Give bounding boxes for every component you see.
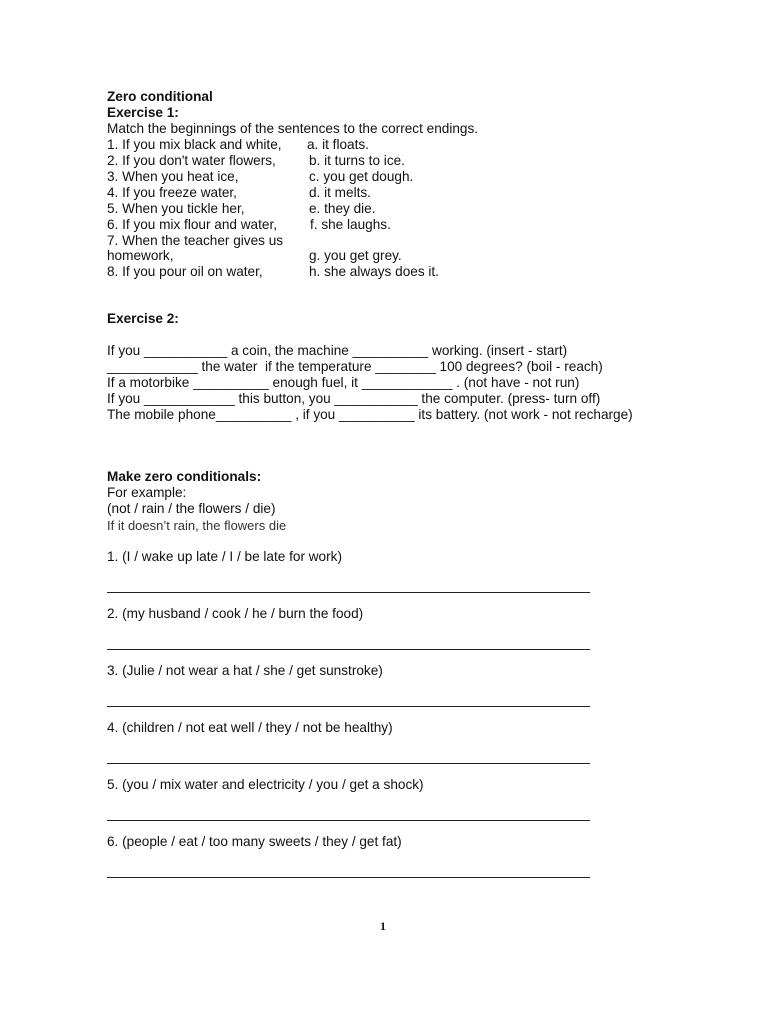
match-left: 3. When you heat ice, [107,169,239,184]
exercise-1-instruction: Match the beginnings of the sentences to the correct endings. [107,121,479,136]
fill-in-sentence: ____________ the water if the temperature ________ 100 degrees? (boil - reach) [107,359,603,374]
list-item: 1. (I / wake up late / I / be late for work) [107,549,342,564]
example-label: For example: [107,485,187,500]
list-item: 6. (people / eat / too many sweets / they / get fat) [107,834,402,849]
match-right: f. she laughs. [310,217,391,232]
match-right: e. they die. [309,201,376,216]
match-left: 7. When the teacher gives us [107,233,284,248]
fill-in-sentence: If you ____________ this button, you ___________ the computer. (press- turn off) [107,391,601,406]
fill-in-sentence: If you ___________ a coin, the machine __________ working. (insert - start) [107,343,568,358]
example-answer: If it doesn’t rain, the flowers die [107,518,287,533]
match-right: c. you get dough. [309,169,414,184]
exercise-1-heading: Exercise 1: [107,105,179,120]
answer-line[interactable] [107,649,590,650]
match-left: homework, [107,248,174,263]
match-left: 4. If you freeze water, [107,185,237,200]
list-item: 5. (you / mix water and electricity / you / get a shock) [107,777,424,792]
example-prompt: (not / rain / the flowers / die) [107,501,276,516]
answer-line[interactable] [107,763,590,764]
fill-in-sentence: If a motorbike __________ enough fuel, it ____________ . (not have - not run) [107,375,580,390]
match-right: a. it floats. [307,137,369,152]
exercise-2-heading: Exercise 2: [107,311,179,326]
match-left: 2. If you don't water flowers, [107,153,276,168]
match-left: 8. If you pour oil on water, [107,264,263,279]
match-right: h. she always does it. [309,264,439,279]
answer-line[interactable] [107,592,590,593]
page-title: Zero conditional [107,89,213,104]
list-item: 2. (my husband / cook / he / burn the food) [107,606,364,621]
match-right: b. it turns to ice. [309,153,405,168]
answer-line[interactable] [107,877,590,878]
match-left: 5. When you tickle her, [107,201,245,216]
page-number: 1 [380,919,386,933]
answer-line[interactable] [107,706,590,707]
match-right: g. you get grey. [309,248,402,263]
answer-line[interactable] [107,820,590,821]
list-item: 3. (Julie / not wear a hat / she / get sunstroke) [107,663,383,678]
exercise-3-heading: Make zero conditionals: [107,469,262,484]
list-item: 4. (children / not eat well / they / not be healthy) [107,720,393,735]
match-left: 6. If you mix flour and water, [107,217,278,232]
fill-in-sentence: The mobile phone__________ , if you __________ its battery. (not work - not recharge) [107,407,633,422]
match-right: d. it melts. [309,185,371,200]
match-left: 1. If you mix black and white, [107,137,282,152]
